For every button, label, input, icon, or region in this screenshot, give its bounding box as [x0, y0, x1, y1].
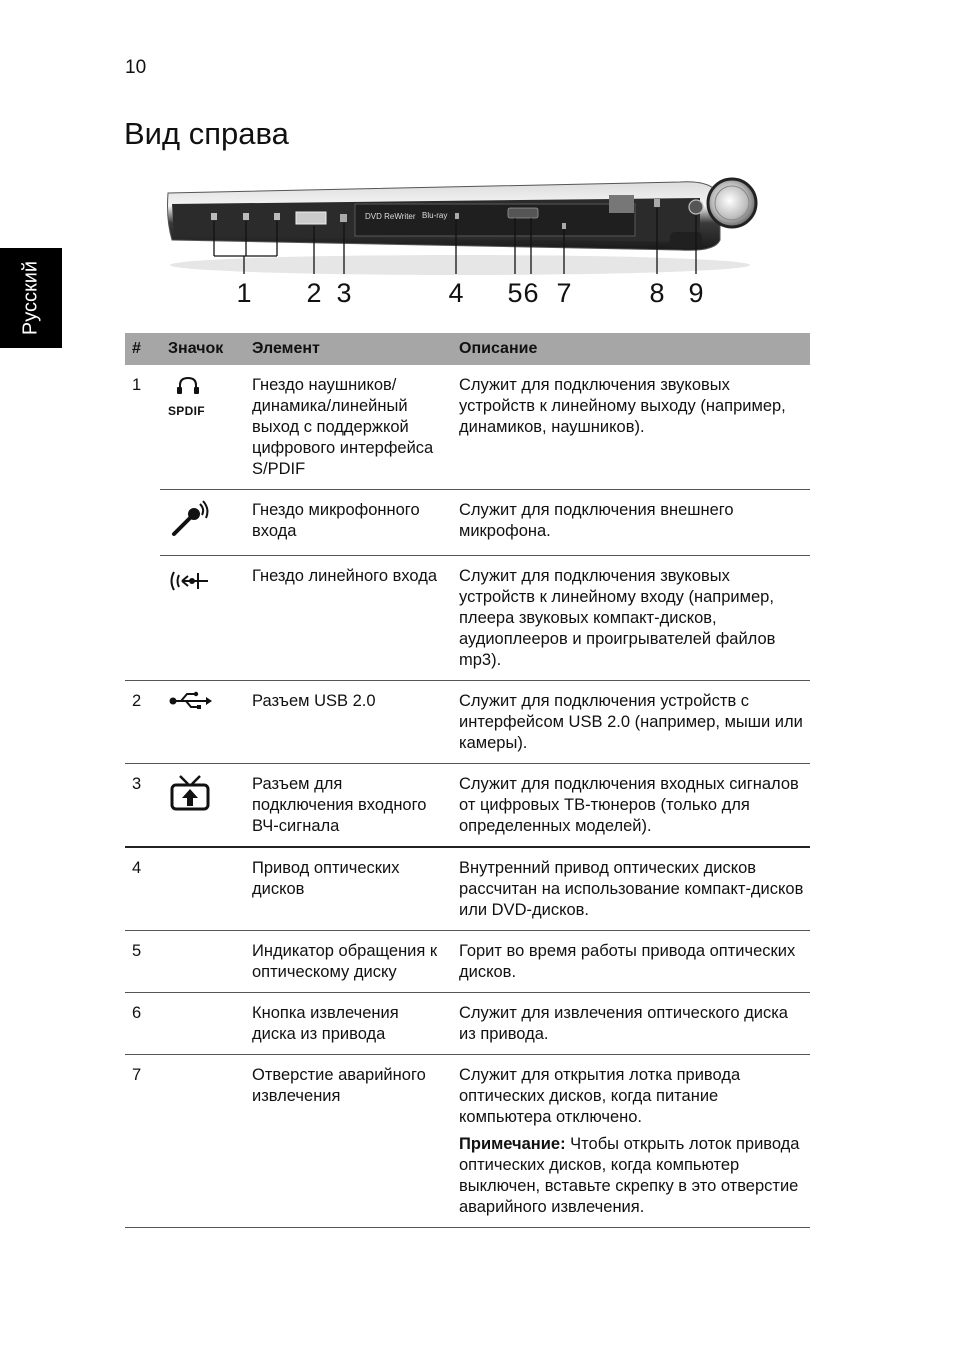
- laptop-right-side-illustration: [160, 160, 780, 320]
- svg-text:DVD ReWriter: DVD ReWriter: [365, 212, 416, 221]
- element-name: Привод оптических дисков: [252, 847, 448, 931]
- spdif-label: SPDIF: [168, 404, 205, 418]
- element-name: Отверстие аварийного извлечения: [252, 1055, 448, 1228]
- table-row: [125, 847, 810, 931]
- table-row: [125, 490, 810, 556]
- element-name: Кнопка извлечения диска из привода: [252, 993, 448, 1055]
- note: [459, 1134, 804, 1218]
- headphones-icon: [168, 375, 212, 418]
- callout-8: 8: [649, 278, 665, 308]
- element-name: Разъем для подключения входного ВЧ-сигнала: [252, 764, 448, 848]
- table-row: [125, 556, 810, 681]
- table-row: [125, 365, 810, 490]
- callout-5: 5: [507, 278, 523, 308]
- callout-9: 9: [688, 278, 704, 308]
- row-number: 3: [125, 764, 160, 848]
- ports-table: [125, 333, 810, 1228]
- callout-7: 7: [556, 278, 572, 308]
- element-description: Служит для подключения устройств с интерфейсом USB 2.0 (например, мыши или камеры).: [448, 681, 810, 764]
- language-tab: [0, 248, 62, 348]
- row-number: [125, 490, 160, 556]
- element-description: Служит для подключения звуковых устройств к линейному выходу (например, динамиков, наушников).: [459, 376, 786, 436]
- element-description: Служит для подключения звуковых устройств к линейному входу (например, плеера звуковых компакт-дисков, аудиоплееров и проигрывателей файлов mp3).: [448, 556, 810, 681]
- table-row: [125, 993, 810, 1055]
- table-row: [125, 764, 810, 848]
- element-name: Гнездо наушников/ динамика/линейный выход с поддержкой цифрового интерфейса S/PDIF: [252, 376, 434, 478]
- element-description: Служит для извлечения оптического диска из привода.: [448, 993, 810, 1055]
- table-row: [125, 681, 810, 764]
- element-description: Горит во время работы привода оптических дисков.: [448, 931, 810, 993]
- header-icon: Значок: [160, 333, 252, 365]
- language-tab-label: Русский: [19, 260, 42, 336]
- row-number: 7: [125, 1055, 160, 1228]
- element-name: Разъем USB 2.0: [252, 681, 448, 764]
- header-element: Элемент: [252, 333, 448, 365]
- element-description: Служит для подключения входных сигналов от цифровых ТВ-тюнеров (только для определенных моделей).: [448, 764, 810, 848]
- antenna-input-icon: [168, 774, 212, 812]
- element-description: Служит для подключения внешнего микрофона.: [448, 490, 810, 556]
- row-number: 1: [132, 376, 142, 394]
- microphone-icon: [168, 500, 212, 538]
- element-name: Гнездо микрофонного входа: [252, 490, 448, 556]
- header-num: #: [125, 333, 160, 365]
- element-name: Индикатор обращения к оптическому диску: [252, 931, 448, 993]
- row-number: [125, 556, 160, 681]
- note-text: Чтобы открыть лоток привода оптических дисков, когда компьютер выключен, вставьте скрепку в это отверстие аварийного извлечения.: [459, 1135, 800, 1216]
- table-row: [125, 931, 810, 993]
- page-number: 10: [125, 57, 147, 78]
- row-number: 4: [125, 847, 160, 931]
- table-header-row: [125, 333, 810, 365]
- element-name: Гнездо линейного входа: [252, 556, 448, 681]
- callout-2: 2: [306, 278, 322, 308]
- table-row: [125, 1055, 810, 1228]
- header-description: Описание: [448, 333, 810, 365]
- note-label: Примечание:: [459, 1135, 566, 1153]
- svg-text:Blu-ray: Blu-ray: [422, 211, 448, 220]
- callout-4: 4: [448, 278, 464, 308]
- row-number: 6: [125, 993, 160, 1055]
- element-description: Внутренний привод оптических дисков рассчитан на использование компакт-дисков или DVD-дисков.: [448, 847, 810, 931]
- callout-1: 1: [236, 278, 252, 308]
- callout-3: 3: [336, 278, 352, 308]
- usb-icon: [168, 691, 212, 713]
- element-description: Служит для открытия лотка привода оптических дисков, когда питание компьютера отключено.: [459, 1066, 741, 1126]
- page-title: Вид справа: [124, 116, 289, 151]
- row-number: 5: [125, 931, 160, 993]
- line-in-icon: [168, 566, 212, 604]
- row-number: 2: [125, 681, 160, 764]
- callout-6: 6: [523, 278, 539, 308]
